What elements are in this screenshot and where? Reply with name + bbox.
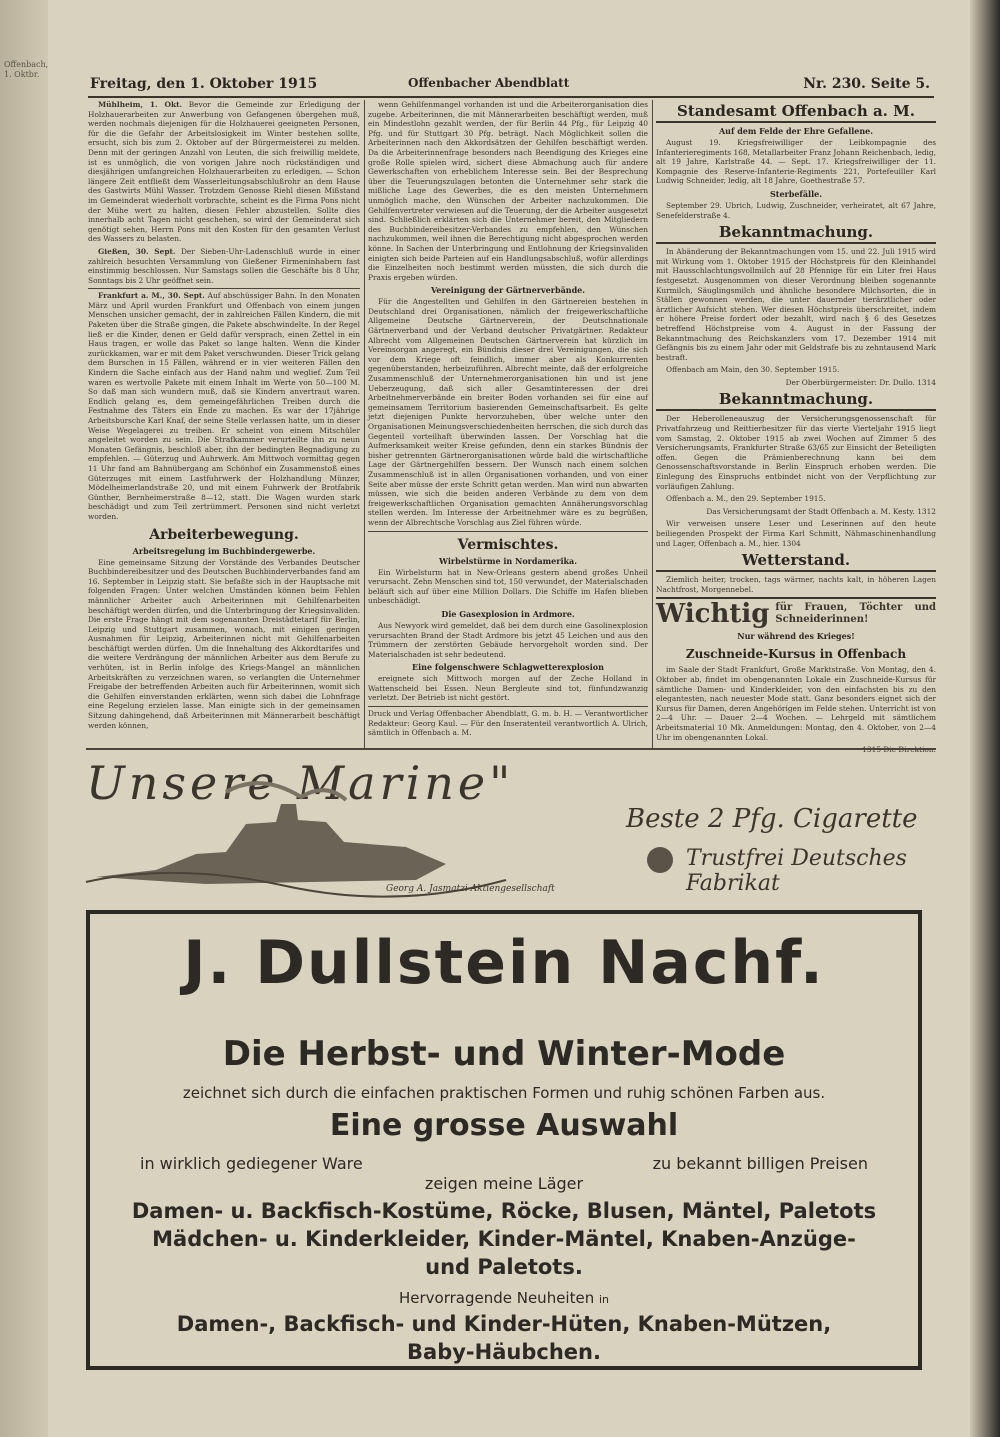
subhead-ardmore: Die Gasexplosion in Ardmore. [441, 608, 575, 619]
bekanntmachung-2-date: Offenbach a. M., den 29. September 1915. [666, 494, 826, 504]
dullstein-items-1: Damen- u. Backfisch-Kostüme, Röcke, Blusen, Mäntel, Paletots [131, 1199, 877, 1223]
page-edge [970, 0, 1000, 1437]
kursus-heading: Zuschneide-Kursus in Offenbach [685, 647, 907, 662]
wichtig-note: Nur während des Krieges! [737, 631, 855, 642]
dullstein-auswahl: Eine grosse Auswahl [329, 1108, 679, 1143]
marine-cigarette-ad [86, 752, 936, 902]
brand-seal [647, 847, 673, 873]
column-1 [88, 100, 360, 748]
article-schlagwetter: ereignete sich Mittwoch morgen auf der Zeche Holland in Wattenscheid bei Essen. Neun Bergleute sind tot, fünfundzwanzig verletzt. Der Betrieb ist nicht gestört. [368, 674, 648, 703]
subhead-buchbinder: Arbeitsregelung im Buchbindergewerbe. [132, 545, 316, 556]
bekanntmachung-1-date: Offenbach am Main, den 30. September 1915. [666, 365, 840, 375]
dullstein-ware: in wirklich gediegener Ware [140, 1154, 363, 1173]
bekanntmachung-2-sign: Das Versicherungsamt der Stadt Offenbach a. M. Kesty. [706, 506, 915, 516]
article-buchbinder: Eine gemeinsame Sitzung der Vorstände des Verbandes Deutscher Buchbindereibesitzer und des Deutschen Buchbinderverbandes fand am 16. September in Leipzig statt. Sie befaßte sich in der Hauptsache mit folgenden Fragen: Unter welchen Umständen können beim Fehlen männlicher Arbeiter auch Arbeiterinnen mit Gehilfenarbeiten beschäftigt werden dürfen, und die Unterbringung der Kriegsinvaliden. Die erste Frage hängt mit dem sogenannten Dreistädtetarif für Berlin, Leipzig und Stuttgart zusammen, wonach, mit einigen geringen Ausnahmen für Leipzig, Arbeiterinnen nicht mit Gehilfenarbeiten beschäftigt werden dürfen. Um die Innehaltung des Akkordtarifes und die weitere Verdrängung der männlichen Arbeiter aus dem Berufe zu verhüten, ist in Berlin infolge des Kriegs-Mangel an männlichen Arbeitskräften zu verzeichnen waren, so verlangten die Unternehmer Freigabe der betreffenden Arbeiten auch für Arbeiterinnen, womit sich die Gehilfen einverstanden erklärten, wenn sich dabei die Lohnfrage eine Regelung erzielen lasse. Man einigte sich in der gemeinsamen Sitzung dahingehend, daß Arbeiterinnen mit Männerarbeit beschäftigt werden können, [88, 557, 360, 730]
marine-title: Unsere Marine" [86, 756, 515, 810]
verweis-num: 1304 [781, 538, 801, 548]
column-2 [368, 100, 648, 748]
dullstein-zeichnet: zeichnet sich durch die einfachen praktischen Formen und ruhig schönen Farben aus. [182, 1084, 826, 1102]
section-vermischtes: Vermischtes. [457, 536, 559, 553]
dullstein-preise: zu bekannt billigen Preisen [652, 1154, 868, 1173]
article-giessen: Gießen, 30. Sept. Der Sieben-Uhr-Ladenschluß wurde in einer zahlreich besuchten Versammlung von Gießener Firmeninhabern fast einstimmig beschlossen. Nur Samstags sollen die Geschäfte bis 8 Uhr, Sonntags bis 2 Uhr geöffnet sein. [88, 246, 360, 285]
imprint: Druck und Verlag Offenbacher Abendblatt, G. m. b. H. — Verantwortlicher Redakteur: Georg Kaul. — Für den Inseratenteil verantwortlich A. Ulrich, sämtlich in Offenbach a. M. [368, 709, 648, 738]
section-divider [86, 748, 936, 750]
article-muelheim: Mühlheim, 1. Okt. Bevor die Gemeinde zur Erledigung der Holzhauerarbeiten zur Anwerbung von Gefangenen übergehen muß, werden nochmals diejenigen für die Holzhauerei geeigneten Personen, für die die Gefahr der Arbeitslosigkeit im Winter bestehen sollte, ersucht, sich bis zum 2. Oktober auf der Bürgermeisterei zu melden. Denn mit der geringen Anzahl von Leuten, die sich freiwillig meldete, ist es unmöglich, die von vorigen Jahre noch rückständigen und diesjährigen umfangreichen Holzhauerarbeiten zu erledigen. — Schon längere Zeit entfließt dem Wasserleitungsabschlußrohr an dem Hause des Gastwirts Mühl Wasser. Trotzdem Genosse Riehl diesen Mißstand im Gemeinderat wiederholt vorbrachte, scheint es die Firma Pons nicht der Mühe wert zu halten, diesen Fehler abzustellen. Sollte dies innerhalb acht Tagen nicht geschehen, so wird der Gemeinderat sich genötigt sehen, Herrn Pons mit den Kosten für den gesamten Verlust des Wassers zu belasten. [88, 100, 360, 244]
wichtig-title: Wichtig [656, 599, 770, 630]
dullstein-mode: Die Herbst- und Winter-Mode [222, 1034, 786, 1074]
marine-maker: Georg A. Jasmatzi Aktiengesellschaft [386, 884, 555, 894]
column-rule [652, 100, 653, 748]
standesamt-heading: Standesamt Offenbach a. M. [656, 102, 936, 123]
ship-hull [96, 804, 446, 884]
subhead-gaertner: Vereinigung der Gärtnerverbände. [430, 285, 586, 296]
dullstein-name: J. Dullstein Nachf. [183, 928, 825, 998]
subhead-sterbefaelle: Sterbefälle. [769, 188, 823, 199]
column-rule [364, 100, 365, 748]
marine-slogan: Beste 2 Pfg. Cigarette [626, 804, 918, 834]
dullstein-items-2: Mädchen- u. Kinderkleider, Kinder-Mäntel, Knaben-Anzüge- [152, 1227, 856, 1251]
section-arbeiterbewegung: Arbeiterbewegung. [149, 526, 299, 543]
wetterstand-text: Ziemlich heiter, trocken, tags wärmer, nachts kalt, in höheren Lagen Nachtfrost, Morgennebel. [656, 575, 936, 594]
bekanntmachung-1-heading: Bekanntmachung. [656, 223, 936, 244]
standesamt-text: August 19. Kriegsfreiwilliger der Leibkompagnie des Infanterieregiments 168, Metallarbeiter Franz Johann Reichenbach, ledig, alt 19 Jahre, Karlstraße 44. — Sept. 17. Kriegsfreiwilliger der 11. Kompagnie des Reserve-Infanterie-Regiments 221, Portefeuiller Karl Ludwig Schneider, ledig, alt 18 Jahre, Goethestraße 57. [656, 138, 936, 186]
bekanntmachung-1-sign: Der Oberbürgermeister: Dr. Dullo. [785, 377, 915, 387]
wichtig-subtitle: für Frauen, Töchter und Schneiderinnen! [775, 602, 936, 626]
bekanntmachung-1-text: In Abänderung der Bekanntmachungen vom 15. und 22. Juli 1915 wird mit Wirkung vom 1. Oktober 1915 der Höchstpreis für den Kleinhandel mit Hausschlachtungsvollmilch auf 28 Pfennige für ein Liter frei Haus festgesetzt. Ausgenommen von dieser Verordnung bleiben sogenannte Kurmilch, Säuglingsmilch und ähnliche besondere Milchsorten, die in Ställen gewonnen werden, die unter dauernder tierärztlicher oder ärztlicher Aufsicht stehen. Wer diesen Höchstpreis überschreitet, indem er höhere Preise fordert oder bezahlt, wird nach § 6 des Gesetzes betreffend Höchstpreise vom 4. August in der Fassung der Bekanntmachung des Reichskanzlers vom 17. Dezember 1914 mit Gefängnis bis zu einem Jahr oder mit Geldstrafe bis zu zehntausend Mark bestraft. [656, 247, 936, 362]
kursus-text: im Saale der Stadt Frankfurt, Große Marktstraße. Von Montag, den 4. Oktober ab, findet im obengenannten Lokale ein Zuschneide-Kursus für sämtliche Damen- und Kinderkleider, von den einfachsten bis zu den elegantesten, nach neuester Mode statt. Ganz besonders eignet sich der Kursus für Damen, deren Angehörigen im Felde stehen. Unterricht ist von 2—4 Uhr. — Dauer 2—4 Wochen. — Lehrgeld mit sämtlichem Arbeitsmaterial 10 Mk. Anmeldungen: Montag, den 4. Oktober, von 2—4 Uhr im obengenannten Lokal. [656, 665, 936, 742]
page-header [88, 76, 934, 98]
verweis-text: Wir verweisen unsere Leser und Leserinnen auf den heute beiliegenden Prospekt der Firma Karl Schmitt, Nähmaschinenhandlung und Lager, Offenbach a. M., hier. [656, 519, 936, 548]
marine-fabrikat: Trustfrei Deutsches Fabrikat [686, 846, 907, 896]
article-buchbinder-cont: wenn Gehilfenmangel vorhanden ist und die Arbeiterorganisation dies zugebe. Arbeiterinnen, die mit Männerarbeiten beschäftigt werden, muß ein Mindestlohn gezahlt werden, der für Berlin 44 Pfg., für Leipzig 40 Pfg. und für Stuttgart 30 Pfg. beträgt. Nach Möglichkeit sollen die Arbeiterinnen nach den Akkordsätzen der Gehilfen beschäftigt werden. Da die Arbeiterinnenfrage besonders nach Beendigung des Krieges eine große Rolle spielen wird, sichert diese Abmachung auch für andere Gewerkschaften von erheblichem Interesse sein. Bei der Besprechung über die Teuerungszulagen betonten die Unternehmer sehr stark die mißliche Lage des Gewerbes, die es den meisten Unternehmern unmöglich mache, den Wünschen der Arbeiter nachzukommen. Die Gehilfenvertreter verwiesen auf die Teuerung, der die Arbeiter ausgesetzt sind. Schließlich erklärten sich die Unternehmer bereit, den Mitgliedern des Buchbindereibesitzer-Verbandes zu empfehlen, den Wünschen nachzukommen, weil ihnen die Berechtigung nicht abgesprochen werden könne. In Sachen der Unterbringung und Entlohnung der Kriegsinvaliden einigten sich beide Parteien auf ein Handlungsabschluß, wofür allerdings die Einzelheiten noch bestimmt werden müssten, die sich durch die Praxis ergeben würden. [368, 100, 648, 282]
wetterstand-heading: Wetterstand. [656, 551, 936, 572]
wichtig-ad [656, 597, 936, 629]
header-date: Freitag, den 1. Oktober 1915 [90, 76, 318, 92]
bekanntmachung-2-heading: Bekanntmachung. [656, 390, 936, 411]
bekanntmachung-2-text: Der Heberolleneauszug der Versicherungsgenossenschaft für Privatfahrzeug und Reittierbesitzer für das vierte Vierteljahr 1915 liegt vom Samstag, 2. Oktober 1915 ab zwei Wochen auf Zimmer 5 des Versicherungsamts, Frankfurter Straße 63/65 zur Einsicht der Beteiligten offen. Gegen die Prämienberechnung kann bei dem Genossenschaftsvorstande in Berlin Einspruch erhoben werden. Die Einlegung des Einspruchs entbindet nicht von der Verpflichtung zur vorläufigen Zahlung. [656, 414, 936, 491]
bekanntmachung-2-num: 1312 [917, 506, 936, 516]
gutter-text: Offenbach, 1. Oktbr. [4, 60, 49, 79]
dullstein-baby: Baby-Häubchen. [407, 1340, 601, 1364]
subhead-wirbelsturm: Wirbelstürme in Nordamerika. [439, 555, 577, 566]
dullstein-neuheiten: Hervorragende Neuheiten [398, 1289, 595, 1307]
dullstein-ad [86, 910, 922, 1370]
column-3 [656, 100, 936, 748]
header-title: Offenbacher Abendblatt [408, 76, 570, 90]
dullstein-in: in [599, 1293, 610, 1306]
dullstein-huete: Damen-, Backfisch- und Kinder-Hüten, Knaben-Mützen, [176, 1312, 832, 1336]
article-ardmore: Aus Newyork wird gemeldet, daß bei dem durch eine Gasolinexplosion verursachten Brand der Stadt Ardmore bis jetzt 45 Leichen und aus den Trümmern der zerstörten Gebäude hervorgeholt worden sind. Der Materialschaden ist sehr bedeutend. [368, 620, 648, 659]
article-frankfurt: Frankfurt a. M., 30. Sept. Auf abschüssiger Bahn. In den Monaten März und April wurden Frankfurt und Offenbach von einem jungen Menschen unsicher gemacht, der in zahlreichen Fällen Kindern, die mit Paketen über die Straße gingen, die Pakete abschwindelte. In der Regel ließ er die Kinder, denen er Geld dafür versprach, einen Zettel in ein Haus tragen, er wolle das Paket so lange halten. Wenn die Kinder zurückkamen, war er mit dem Paket verschwunden. Dieser Trick gelang dem Burschen in 15 Fällen, während er in vier weiteren Fällen den Kindern die Sache einfach aus der Hand nahm und weglief. Zum Teil waren es wertvolle Pakete mit einem Inhalt im Werte von 50—100 M. So daß man sich wundern muß, daß sie Kindern anvertraut waren. Endlich gelang es, dem gemeingefährlichen Treiben durch die Festnahme des Täters ein Ende zu machen. Es war der 17jährige Arbeitsbursche Karl Knaf, der seine Stelle verlassen hatte, um in dieser Weise Wegelagerei zu treiben. Er scheint von einem Mitschüler angeleitet worden zu sein. Die Strafkammer verurteilte ihn zu neun Monaten Gefängnis, beschloß aber, ihn der bedingten Begnadigung zu empfehlen. — Güterzug und Auhrwerk. Am Mittwoch vormittag gegen 11 Uhr fand am Bahnübergang am Schönhof ein Zusammenstoß eines Güterzuges mit einem Lastfuhrwerk der Holzhandlung Münzer, Mödelheimerlandstraße 20, und mit einem Fuhrwerk der Brotfabrik Günther, Bernheimerstraße 8—12, statt. Die Wagen wurden stark beschädigt und zum Teil zertrümmert. Personen sind nicht verletzt worden. [88, 291, 360, 521]
smoke [226, 783, 346, 800]
bekanntmachung-1-num: 1314 [917, 377, 936, 387]
article-gaertner: Für die Angestellten und Gehilfen in den Gärtnereien bestehen in Deutschland drei Organisationen, nämlich der freigewerkschaftliche Allgemeine Deutsche Gärtnerverein, der Deutschnationale Gärtnerverband und der Verband deutscher Privatgärtner. Redakteur Albrecht vom Allgemeinen Deutschen Gärtnerverein hat kürzlich im Vereinsorgan angeregt, ein Bündnis dieser drei Vereinigungen, die sich vor dem Kriege oft feindlich, immer aber als Konkurrenten gegenüberstanden, herbeizuführen. Albrecht meinte, daß der erfolgreiche Zusammenschluß der Unternehmerorganisationen hin und ist jene Ueberzeugung, daß sich aller Gesamtinteressen der drei Arbeitnehmerverbände ein breiter Boden vorhanden sei für eine auf gemeinsamem Territorium basierenden Gemeinschaftsarbeit. Es gelte jetzt diejenigen Punkte hervorzuheben, über welche unter den Organisationen Meinungsverschiedenheiten herrschen, die sich durch das Gegenteil vorteilhaft überwinden lassen. Der Vorschlag hat die Aufmerksamkeit weiter Kreise gefunden, denn ein starkes Bündnis der bisher getrennten Gärtnerorganisationen würde bald die wirtschaftliche Lage der Gärtnergehilfen bessern. Der Wunsch nach einem solchen Zusammenschluß ist in allen Organisationen vorhanden, und von einer Seite aber müsse der erste Schritt getan werden. Man wird nun abwarten müssen, wie sich die beiden anderen Verbände zu dem von dem freigewerkschaftlichen Organisation gemachten Annäherungsvorschlag stellen werden. Im Interesse der Arbeitnehmer wäre es zu begrüßen, wenn der Albrechtsche Vorschlag aus Ziel führen würde. [368, 297, 648, 527]
dullstein-zeigen: zeigen meine Läger [424, 1174, 584, 1193]
subhead-schlagwetter: Eine folgenschwere Schlagwetterexplosion [412, 662, 604, 673]
header-page: Nr. 230. Seite 5. [803, 76, 930, 92]
sterbe-text: September 29. Ubrich, Ludwig, Zuschneider, verheiratet, alt 67 Jahre, Senefelderstraße 4. [656, 200, 936, 220]
previous-page-gutter [0, 0, 48, 1437]
subhead-gefallene: Auf dem Felde der Ehre Gefallene. [718, 126, 874, 136]
dullstein-items-3: und Paletots. [425, 1255, 583, 1279]
article-wirbelsturm: Ein Wirbelsturm hat in New-Orleans gestern abend großes Unheil verursacht. Zehn Menschen sind tot, 150 verwundet, der Materialschaden beläuft sich auf über eine Million Dollars. Die Schiffe im Hafen blieben unbeschädigt. [368, 567, 648, 606]
